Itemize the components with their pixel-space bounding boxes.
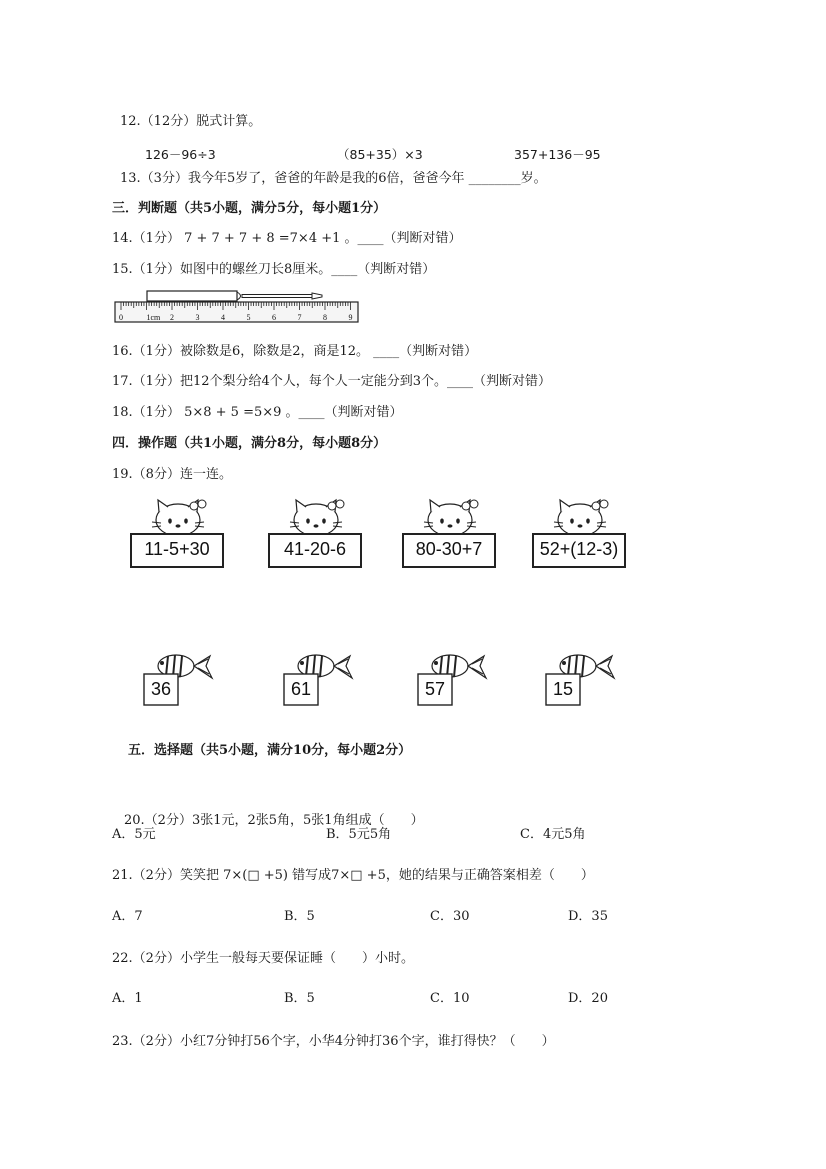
ruler-label: 0 bbox=[119, 313, 123, 322]
ruler-label: 3 bbox=[195, 313, 200, 322]
kitty-card[interactable] bbox=[530, 492, 630, 572]
kitty-icon bbox=[128, 492, 228, 572]
kitty-card[interactable] bbox=[400, 492, 500, 572]
fish-card[interactable] bbox=[542, 650, 622, 710]
q22-option-d[interactable]: D．20 bbox=[568, 991, 608, 1006]
ruler-label: 2 bbox=[170, 313, 174, 322]
q20-option-c[interactable]: C．4元5角 bbox=[520, 827, 586, 842]
q12-title: 12.（12分）脱式计算。 bbox=[120, 114, 262, 129]
q12-expr-2: （85+35）×3 bbox=[337, 147, 423, 162]
ruler-label: 9 bbox=[348, 313, 353, 322]
ruler-screwdriver-figure bbox=[114, 288, 360, 324]
kitty-expression: 41-20-6 bbox=[283, 539, 347, 559]
q13-text: 13.（3分）我今年5岁了，爸爸的年龄是我的6倍，爸爸今年 ________岁。 bbox=[120, 171, 547, 186]
q22-text: 22.（2分）小学生一般每天要保证睡（ ）小时。 bbox=[112, 951, 414, 966]
ruler-label: 1cm bbox=[146, 313, 161, 322]
q12-expr-3: 357+136－95 bbox=[514, 147, 601, 162]
ruler-label: 4 bbox=[221, 313, 225, 322]
kitty-expression: 80-30+7 bbox=[415, 539, 483, 559]
fish-value: 61 bbox=[290, 679, 312, 699]
q22-option-c[interactable]: C．10 bbox=[430, 991, 470, 1006]
q22-option-a[interactable]: A．1 bbox=[112, 991, 143, 1006]
q21-option-a[interactable]: A．7 bbox=[112, 909, 143, 924]
ruler-label: 5 bbox=[246, 313, 251, 322]
kitty-expression: 11-5+30 bbox=[144, 539, 210, 559]
q21-option-b[interactable]: B．5 bbox=[284, 909, 315, 924]
fish-card[interactable] bbox=[414, 650, 494, 710]
section-4-title: 四．操作题（共1小题，满分8分，每小题8分） bbox=[112, 436, 387, 451]
q22-option-b[interactable]: B．5 bbox=[284, 991, 315, 1006]
q20-option-b[interactable]: B．5元5角 bbox=[326, 827, 392, 842]
section-5-title: 五．选择题（共5小题，满分10分，每小题2分） bbox=[128, 743, 412, 758]
kitty-icon bbox=[400, 492, 500, 572]
q18-text: 18.（1分） 5×8 + 5 =5×9 。____（判断对错） bbox=[112, 405, 403, 420]
q21-option-c[interactable]: C．30 bbox=[430, 909, 470, 924]
fish-card[interactable] bbox=[140, 650, 220, 710]
q17-text: 17.（1分）把12个梨分给4个人，每个人一定能分到3个。____（判断对错） bbox=[112, 374, 552, 389]
kitty-card[interactable] bbox=[128, 492, 228, 572]
ruler-label: 8 bbox=[323, 313, 327, 322]
q21-option-d[interactable]: D．35 bbox=[568, 909, 608, 924]
q14-text: 14.（1分） 7 + 7 + 7 + 8 =7×4 +1 。____（判断对错） bbox=[112, 231, 462, 246]
kitty-icon bbox=[530, 492, 630, 572]
q21-text: 21.（2分）笑笑把 7×(□ +5) 错写成7×□ +5，她的结果与正确答案相差（ ） bbox=[112, 868, 594, 883]
q16-text: 16.（1分）被除数是6，除数是2，商是12。 ____（判断对错） bbox=[112, 344, 478, 359]
kitty-icon bbox=[266, 492, 366, 572]
q19-text: 19.（8分）连一连。 bbox=[112, 467, 232, 482]
q15-text: 15.（1分）如图中的螺丝刀长8厘米。____（判断对错） bbox=[112, 262, 436, 277]
fish-card[interactable] bbox=[280, 650, 360, 710]
ruler-label: 6 bbox=[272, 313, 276, 322]
kitty-expression: 52+(12-3) bbox=[539, 539, 619, 559]
fish-value: 57 bbox=[424, 679, 446, 699]
section-3-title: 三．判断题（共5小题，满分5分，每小题1分） bbox=[112, 201, 387, 216]
kitty-card[interactable] bbox=[266, 492, 366, 572]
fish-value: 36 bbox=[150, 679, 172, 699]
ruler-label: 7 bbox=[297, 313, 302, 322]
q20-option-a[interactable]: A．5元 bbox=[112, 827, 156, 842]
q23-text: 23.（2分）小红7分钟打56个字，小华4分钟打36个字，谁打得快？（ ） bbox=[112, 1034, 555, 1049]
q20-text: 20.（2分）3张1元，2张5角，5张1角组成（ ） bbox=[124, 813, 424, 828]
fish-value: 15 bbox=[552, 679, 574, 699]
q12-expr-1: 126－96÷3 bbox=[145, 147, 216, 162]
